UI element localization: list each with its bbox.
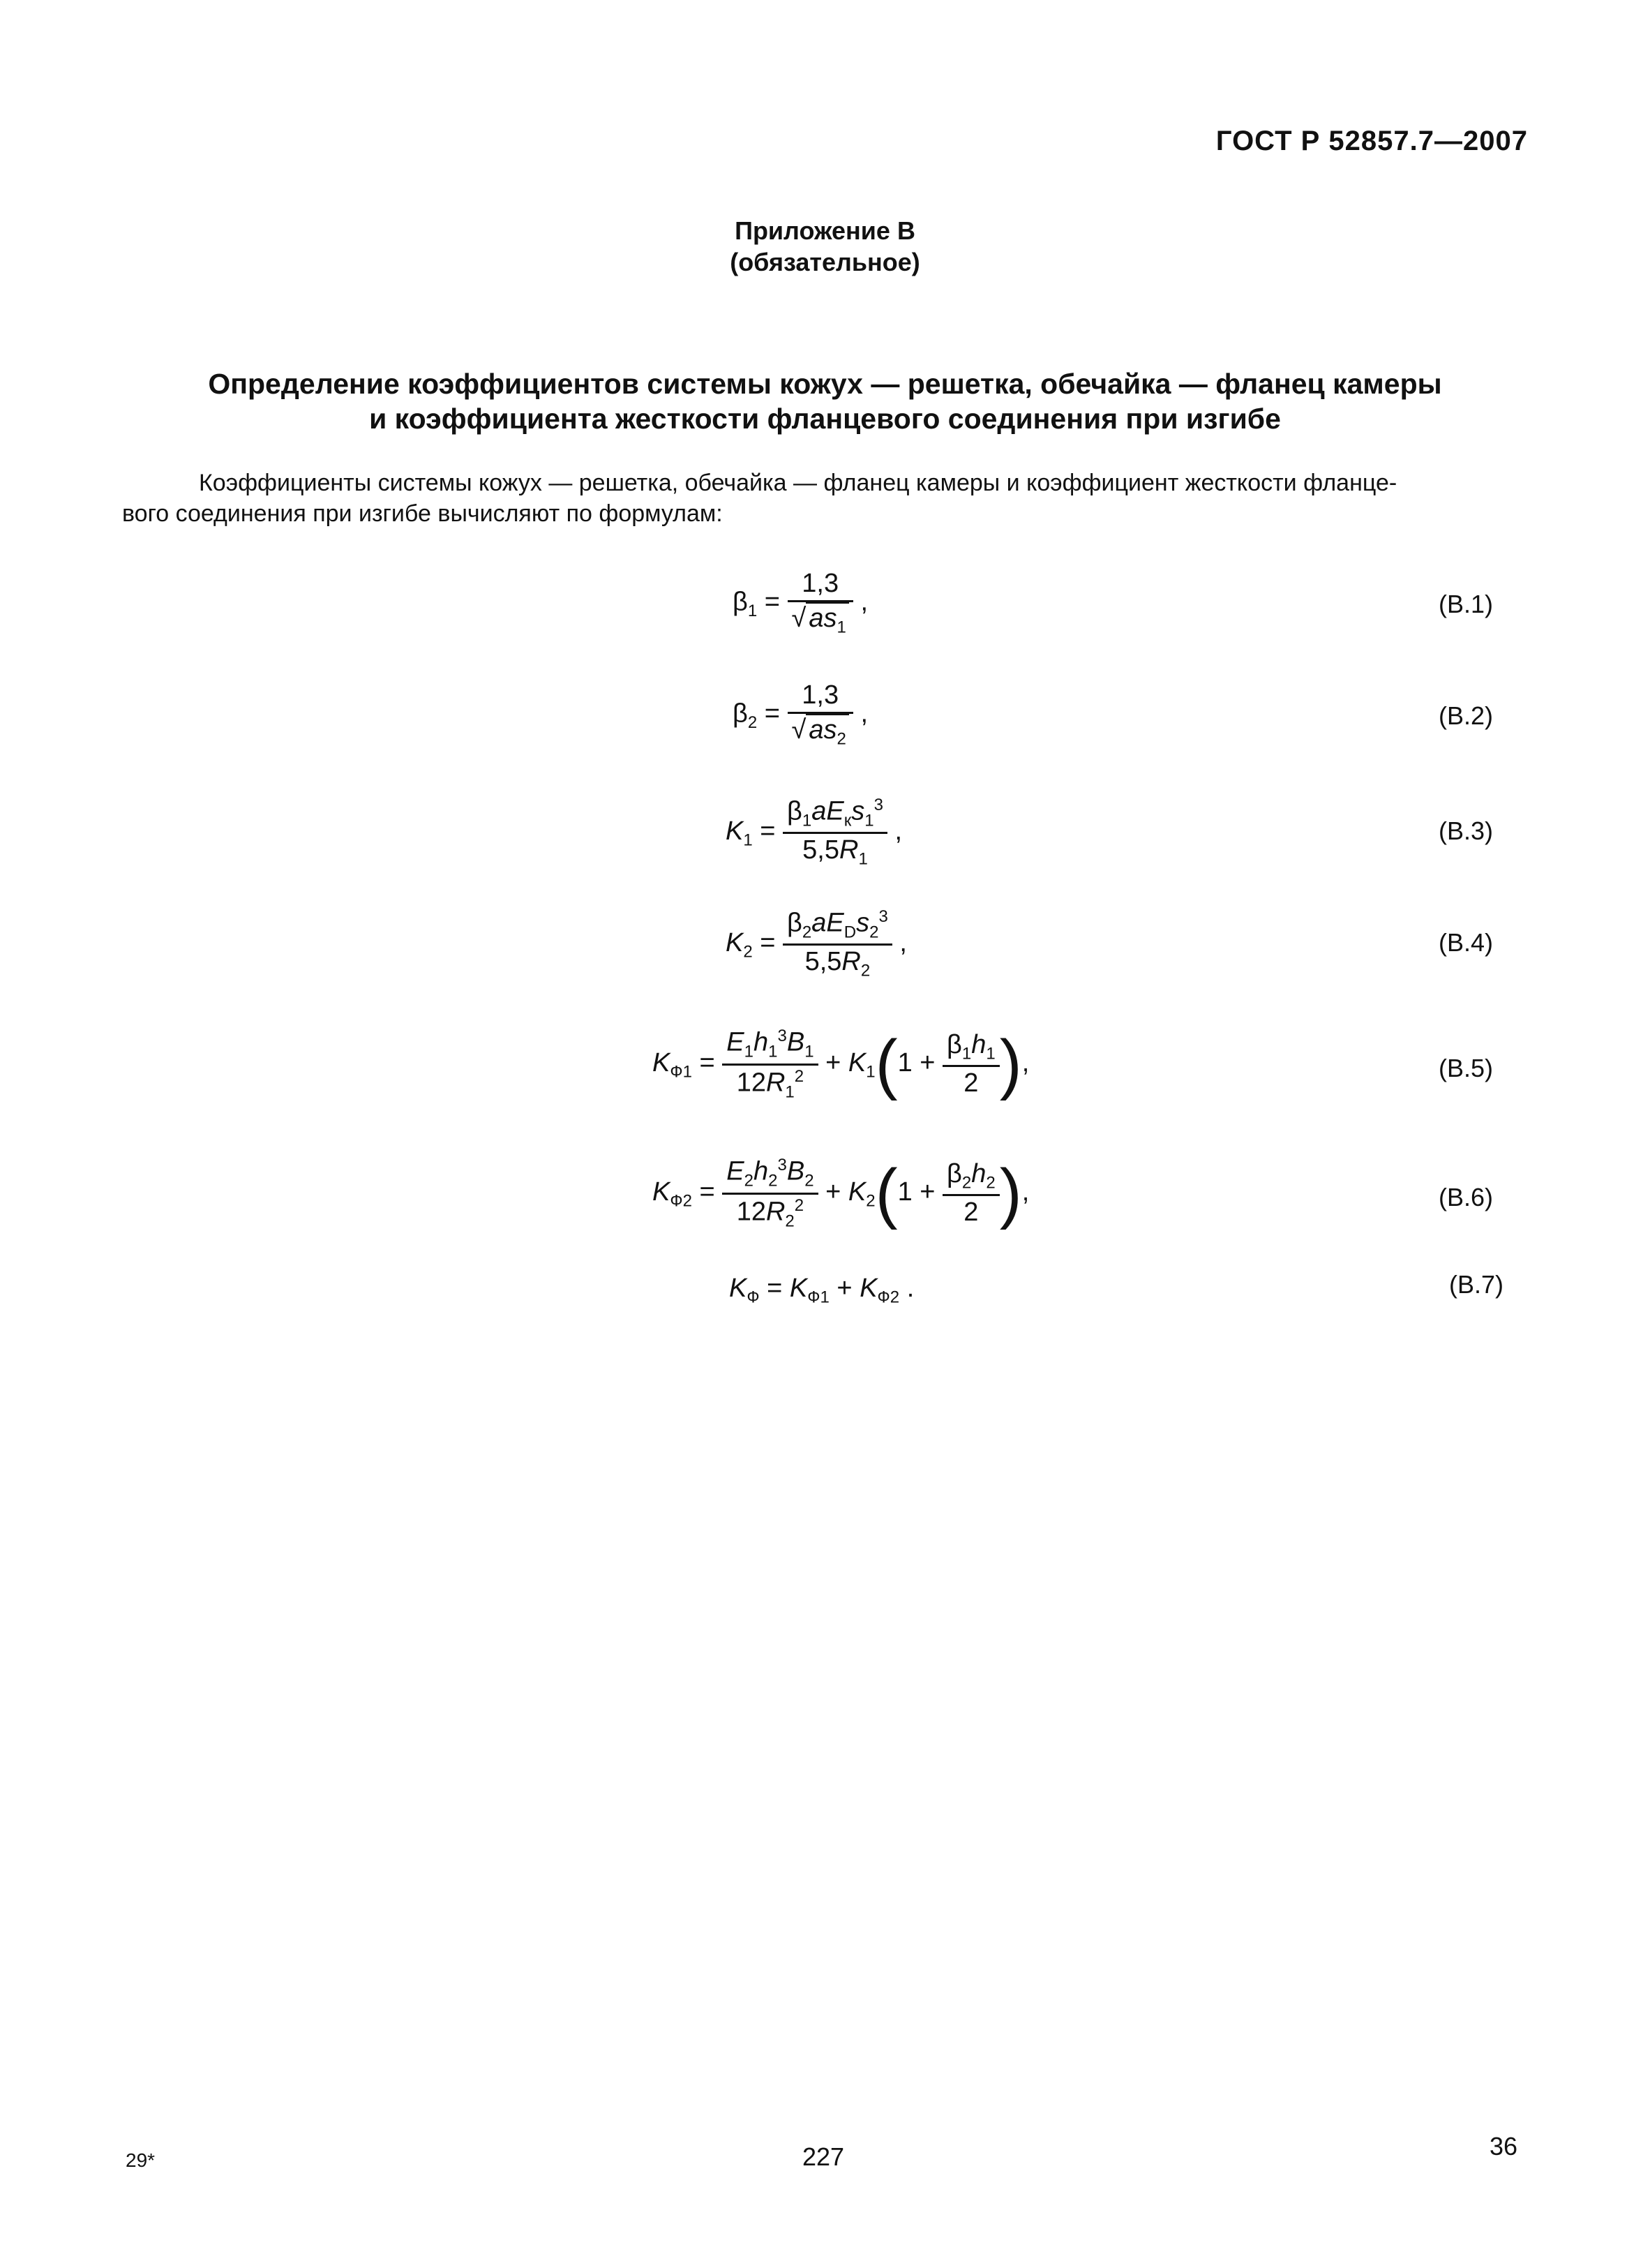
- footer-sheet-number: 36: [1489, 2132, 1517, 2161]
- section-title-line-2: и коэффициента жесткости фланцевого соединения при изгибе: [369, 403, 1281, 435]
- formula-b3: $K_1$ = $\frac{\beta_1aE_кs_1^3}{5,5R_1}$ ,: [726, 796, 903, 869]
- formula-b2: $\beta_2$ = $\frac{1,3}{√ as_2}$ ,: [733, 680, 869, 749]
- formula-b1: $\beta_1$ = $\frac{1,3}{√ as_1}$ ,: [733, 569, 869, 637]
- formula-b6: $K_{Ф2}$ = $\frac{E_2h_2^3B_2}{12R_2^2}$ + $K_2(1$ + $\frac{\beta_2h_2}{2}$ ),: [652, 1156, 1030, 1230]
- document-code: ГОСТ Р 52857.7—2007: [1215, 126, 1528, 156]
- equation-number-b5: (В.5): [1438, 1054, 1493, 1082]
- appendix-note: (обязательное): [730, 248, 920, 276]
- equation-number-b3: (В.3): [1438, 816, 1493, 845]
- equation-number-b4: (В.4): [1438, 928, 1493, 957]
- section-title-line-1: Определение коэффициентов системы кожух — решетка, обечайка — фланец камеры: [208, 368, 1442, 400]
- equation-number-b1: (В.1): [1438, 590, 1493, 618]
- intro-line-1: Коэффициенты системы кожух — решетка, обечайка — фланец камеры и коэффициент жесткости фланце-: [199, 470, 1397, 496]
- section-title: [105, 366, 1545, 436]
- footer-left-mark: 29*: [126, 2149, 156, 2171]
- equation-number-b6: (В.6): [1438, 1183, 1493, 1211]
- intro-line-2: вого соединения при изгибе вычисляют по формулам:: [122, 500, 723, 527]
- formula-b4: $K_2$ = $\frac{\beta_2aE_Ds_2^3}{5,5R_2}$ ,: [726, 907, 907, 980]
- equation-number-b7: (В.7): [1448, 1270, 1503, 1299]
- footer-page-number: 227: [802, 2142, 845, 2171]
- appendix-title: Приложение В: [735, 216, 915, 245]
- formula-b7: $K_Ф = K_{Ф1} + K_{Ф2}$ .: [729, 1274, 915, 1307]
- intro-paragraph: [122, 468, 1524, 529]
- formula-b5: $K_{Ф1}$ = $\frac{E_1h_1^3B_1}{12R_1^2}$ + $K_1(1$ + $\frac{\beta_1h_1}{2}$ ),: [652, 1027, 1030, 1101]
- equation-number-b2: (В.2): [1438, 701, 1493, 730]
